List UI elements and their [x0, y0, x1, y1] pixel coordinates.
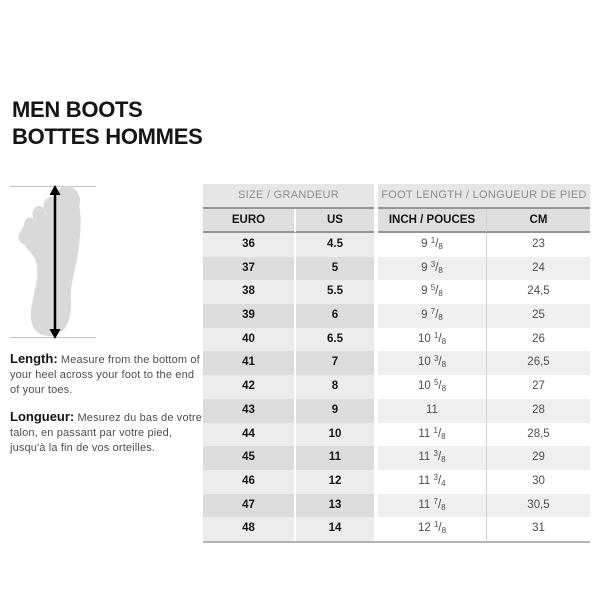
cell-inch-length: 11 $^3/_8$ — [378, 446, 487, 470]
cell-euro-size: 42 — [203, 375, 296, 399]
table-group-header-row — [203, 184, 590, 209]
cell-euro-size: 45 — [203, 446, 296, 470]
cell-inch-length: 9 $^1/_8$ — [378, 233, 487, 257]
cell-us-size: 8 — [296, 375, 374, 399]
column-header-us: US — [296, 209, 374, 233]
cell-us-size: 6.5 — [296, 328, 374, 352]
cell-us-size: 5 — [296, 257, 374, 281]
cell-cm-length: 26,5 — [487, 351, 590, 375]
cell-cm-length: 24,5 — [487, 280, 590, 304]
cell-inch-length: 11 $^7/_8$ — [378, 494, 487, 518]
longueur-text: Mesurez du bas de votre talon, en passant par votre pied, jusqu'à la fin de vos orteilles. — [10, 412, 202, 454]
length-label: Length: — [10, 351, 58, 366]
cell-inch-length: 11 $^1/_8$ — [378, 423, 487, 447]
cell-euro-size: 43 — [203, 399, 296, 423]
group-header-foot-length: FOOT LENGTH / LONGUEUR DE PIED — [378, 184, 590, 209]
table-row — [203, 423, 590, 447]
cell-cm-length: 25 — [487, 304, 590, 328]
table-row — [203, 470, 590, 494]
group-header-size: SIZE / GRANDEUR — [203, 184, 374, 209]
cell-euro-size: 44 — [203, 423, 296, 447]
instruction-longueur — [10, 409, 206, 456]
cell-euro-size: 37 — [203, 257, 296, 281]
cell-euro-size: 47 — [203, 494, 296, 518]
cell-cm-length: 30,5 — [487, 494, 590, 518]
cell-inch-length: 10 $^1/_8$ — [378, 328, 487, 352]
cell-cm-length: 29 — [487, 446, 590, 470]
cell-us-size: 7 — [296, 351, 374, 375]
table-column-header-row — [203, 209, 590, 233]
column-header-euro: EURO — [203, 209, 296, 233]
cell-cm-length: 23 — [487, 233, 590, 257]
foot-outline-icon — [8, 178, 104, 343]
cell-inch-length: 11 $^3/_4$ — [378, 470, 487, 494]
table-row — [203, 351, 590, 375]
table-row — [203, 375, 590, 399]
page-title — [12, 96, 202, 150]
column-header-cm: CM — [487, 209, 590, 233]
cell-us-size: 11 — [296, 446, 374, 470]
cell-cm-length: 27 — [487, 375, 590, 399]
measure-instructions — [10, 351, 206, 467]
size-table-body — [203, 233, 590, 541]
cell-euro-size: 39 — [203, 304, 296, 328]
cell-cm-length: 28,5 — [487, 423, 590, 447]
cell-cm-length: 28 — [487, 399, 590, 423]
cell-us-size: 4.5 — [296, 233, 374, 257]
length-text: Measure from the bottom of your heel across your foot to the end of your toes. — [10, 354, 200, 396]
cell-us-size: 14 — [296, 517, 374, 541]
cell-cm-length: 26 — [487, 328, 590, 352]
longueur-label: Longueur: — [10, 409, 75, 424]
cell-us-size: 5.5 — [296, 280, 374, 304]
cell-cm-length: 31 — [487, 517, 590, 541]
cell-us-size: 9 — [296, 399, 374, 423]
cell-euro-size: 41 — [203, 351, 296, 375]
table-row — [203, 446, 590, 470]
cell-inch-length: 9 $^3/_8$ — [378, 257, 487, 281]
page-title-english: MEN BOOTS — [12, 97, 143, 122]
cell-us-size: 10 — [296, 423, 374, 447]
column-header-inch-pouces: INCH / POUCES — [378, 209, 487, 233]
cell-inch-length: 10 $^5/_8$ — [378, 375, 487, 399]
table-row — [203, 517, 590, 541]
page-title-french: BOTTES HOMMES — [12, 124, 203, 149]
cell-inch-length: 12 $^1/_8$ — [378, 517, 487, 541]
cell-inch-length: 10 $^3/_8$ — [378, 351, 487, 375]
foot-sole-shape — [19, 186, 81, 336]
cell-us-size: 6 — [296, 304, 374, 328]
cell-inch-length: 9 $^7/_8$ — [378, 304, 487, 328]
cell-euro-size: 48 — [203, 517, 296, 541]
cell-cm-length: 24 — [487, 257, 590, 281]
table-row — [203, 257, 590, 281]
cell-inch-length: 9 $^5/_8$ — [378, 280, 487, 304]
cell-euro-size: 38 — [203, 280, 296, 304]
table-row — [203, 328, 590, 352]
size-table — [203, 184, 590, 543]
foot-measure-illustration — [8, 178, 104, 343]
table-row — [203, 304, 590, 328]
table-row — [203, 233, 590, 257]
table-row — [203, 399, 590, 423]
cell-euro-size: 40 — [203, 328, 296, 352]
cell-euro-size: 36 — [203, 233, 296, 257]
instruction-length — [10, 351, 206, 398]
cell-cm-length: 30 — [487, 470, 590, 494]
cell-euro-size: 46 — [203, 470, 296, 494]
cell-us-size: 12 — [296, 470, 374, 494]
cell-us-size: 13 — [296, 494, 374, 518]
cell-inch-length: 11 — [378, 399, 487, 423]
table-row — [203, 494, 590, 518]
table-row — [203, 280, 590, 304]
